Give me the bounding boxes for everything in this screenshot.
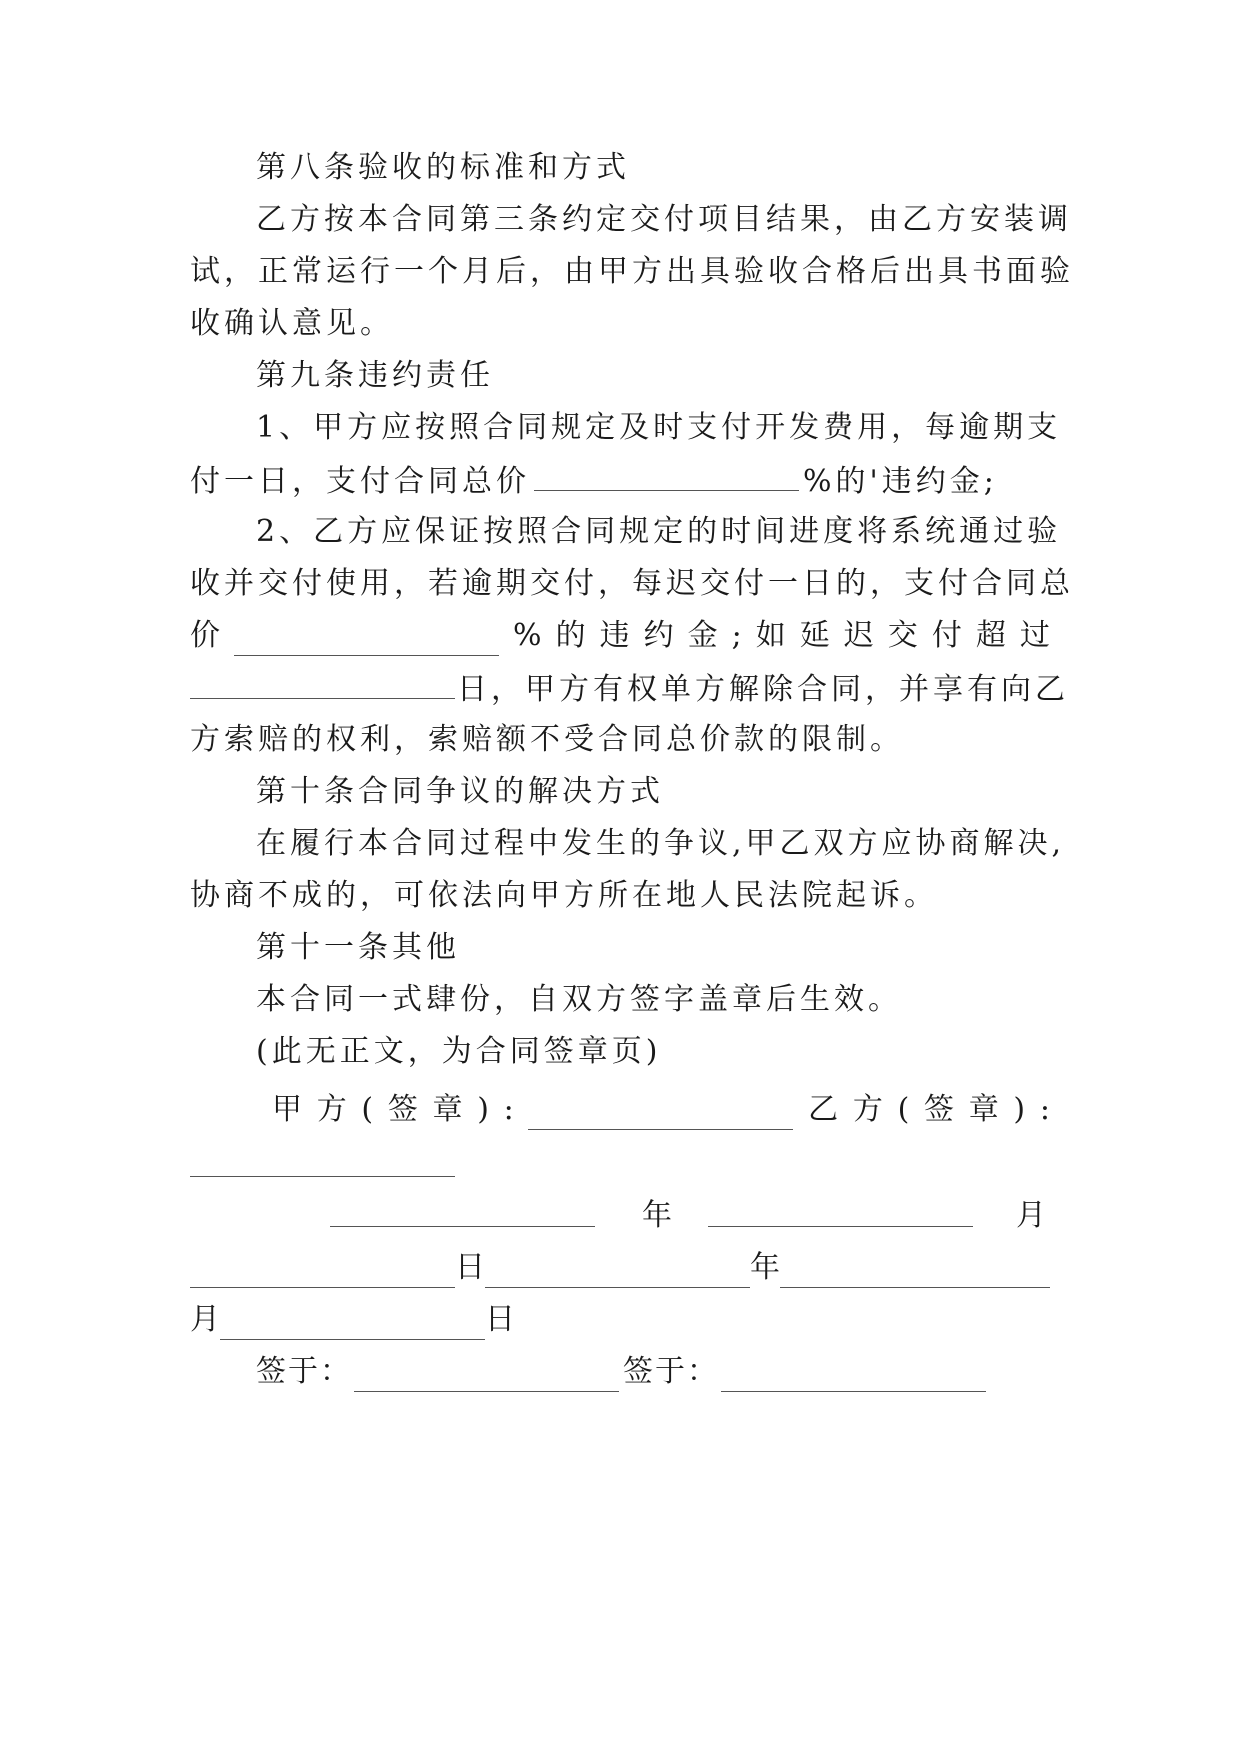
article-9-item-2-text: 日，甲方有权单方解除合同，并享有向乙 <box>457 672 1069 707</box>
justified-char: 交 <box>887 618 918 653</box>
month-label: 月 <box>190 1302 220 1337</box>
month-label: 月 <box>1016 1198 1050 1233</box>
party-a-signed-at-blank[interactable] <box>354 1361 619 1392</box>
party-a-label-char: 方 <box>316 1092 347 1127</box>
justified-char: 迟 <box>843 618 874 653</box>
party-b-year-blank[interactable] <box>485 1257 750 1288</box>
party-a-signature-blank[interactable] <box>528 1099 793 1130</box>
article-10-title: 第十条合同争议的解决方式 <box>256 774 664 809</box>
article-8-text-line: 试，正常运行一个月后，由甲方出具验收合格后出具书面验 <box>190 254 1074 289</box>
justified-char: ; <box>731 618 742 653</box>
year-label: 年 <box>750 1250 780 1285</box>
party-a-year-blank[interactable] <box>330 1196 595 1227</box>
party-b-signed-at-blank[interactable] <box>721 1361 986 1392</box>
justified-char: 过 <box>1019 618 1050 653</box>
party-b-signature-line <box>190 1148 1050 1177</box>
penalty-rate-blank[interactable] <box>534 460 799 491</box>
party-a-label-char: 签 <box>387 1092 418 1127</box>
article-9-item-1-text: 付一日，支付合同总价 <box>190 464 530 499</box>
article-9-item-2-line: 方索赔的权利，索赔额不受合同总价款的限制。 <box>190 722 904 757</box>
party-b-label-char: 签 <box>924 1092 954 1127</box>
party-a-label-char: 章 <box>432 1092 463 1127</box>
day-label: 日 <box>485 1302 515 1337</box>
justified-char: 约 <box>643 618 674 653</box>
article-9-item-2-line <box>190 616 1050 656</box>
party-b-signed-at-label: 签于： <box>623 1354 719 1389</box>
article-8-text-line: 收确认意见。 <box>190 306 394 341</box>
party-a-label-char: ) <box>477 1092 489 1127</box>
date-line-3 <box>190 1300 1050 1340</box>
day-label: 日 <box>455 1250 485 1285</box>
article-9-item-2-line: 收并交付使用，若逾期交付，每迟交付一日的，支付合同总 <box>190 566 1074 601</box>
signed-at-line <box>256 1352 1050 1392</box>
justified-char: % <box>513 618 542 653</box>
article-8-title: 第八条验收的标准和方式 <box>256 150 630 185</box>
delay-days-blank[interactable] <box>190 668 455 699</box>
party-a-label-char: : <box>503 1092 514 1127</box>
justified-char: 违 <box>599 618 630 653</box>
article-9-item-1-line <box>190 460 1050 502</box>
signature-parties-line <box>272 1090 1050 1130</box>
article-9-item-1-text: %的'违约金; <box>803 464 998 499</box>
article-9-item-2-line <box>190 668 1069 710</box>
article-11-title: 第十一条其他 <box>256 930 460 965</box>
signature-page-note: (此无正文，为合同签章页) <box>256 1034 662 1069</box>
article-9-item-1-line: 1、甲方应按照合同规定及时支付开发费用，每逾期支 <box>256 410 1062 445</box>
party-b-day-blank[interactable] <box>220 1309 485 1340</box>
article-9-item-2-line: 2、乙方应保证按照合同规定的时间进度将系统通过验 <box>256 514 1062 549</box>
party-b-label-char: : <box>1039 1092 1050 1127</box>
article-9-item-2-text: 价 <box>190 618 220 653</box>
justified-char: 金 <box>687 618 718 653</box>
article-11-text: 本合同一式肆份，自双方签字盖章后生效。 <box>256 982 902 1017</box>
article-9-title: 第九条违约责任 <box>256 358 494 393</box>
article-10-text-line: 在履行本合同过程中发生的争议,甲乙双方应协商解决, <box>256 826 1066 861</box>
party-b-label-char: 乙 <box>808 1092 839 1127</box>
party-a-month-blank[interactable] <box>708 1196 973 1227</box>
article-8-text-line: 乙方按本合同第三条约定交付项目结果，由乙方安装调 <box>256 202 1072 237</box>
justified-char: 的 <box>555 618 586 653</box>
date-line-2 <box>190 1248 1050 1288</box>
justified-char: 如 <box>755 618 786 653</box>
year-label: 年 <box>642 1198 676 1233</box>
party-a-label-char: 甲 <box>272 1092 302 1127</box>
party-b-label-char: ) <box>1013 1092 1026 1127</box>
party-a-day-blank[interactable] <box>190 1257 455 1288</box>
party-b-label-char: 方 <box>852 1092 883 1127</box>
justified-char: 付 <box>931 618 962 653</box>
justified-char: 延 <box>799 618 830 653</box>
party-b-signature-blank[interactable] <box>190 1148 455 1177</box>
party-b-label-char: 章 <box>968 1092 999 1127</box>
party-a-signed-at-label: 签于： <box>256 1354 352 1389</box>
party-a-label-char: ( <box>361 1092 374 1127</box>
party-b-month-blank[interactable] <box>780 1257 1050 1288</box>
party-b-label-char: ( <box>897 1092 910 1127</box>
article-10-text-line: 协商不成的，可依法向甲方所在地人民法院起诉。 <box>190 878 938 913</box>
delay-penalty-rate-blank[interactable] <box>234 625 499 656</box>
justified-char: 超 <box>975 618 1006 653</box>
